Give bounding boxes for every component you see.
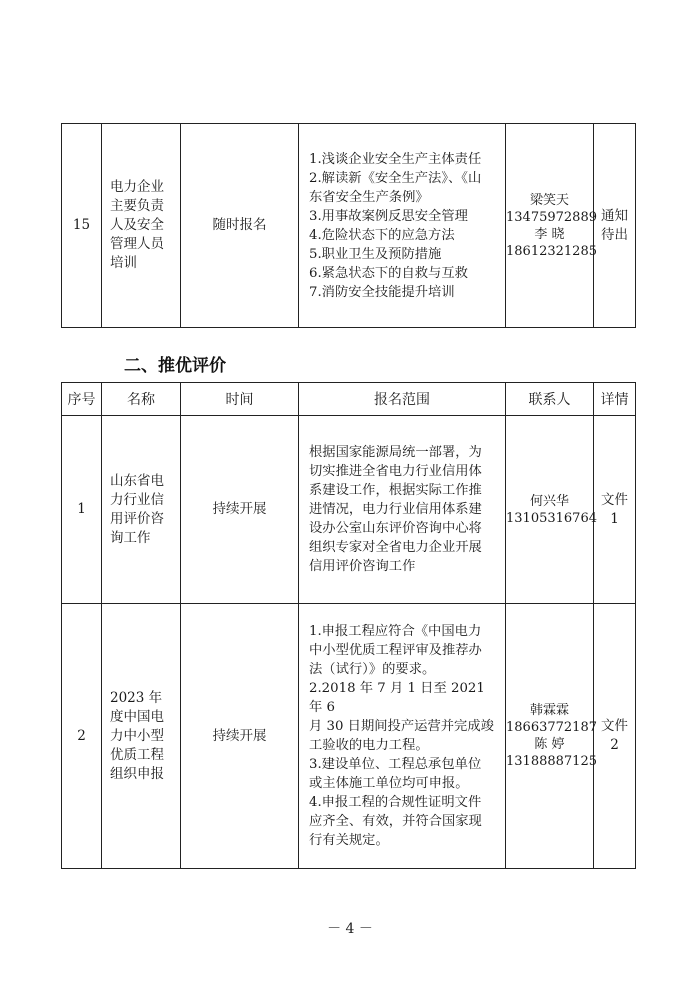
item-scope: 1.申报工程应符合《中国电力 中小型优质工程评审及推荐办 法（试行）》的要求。 2.2018 年 7 月 1 日至 2021 年 6 月 30 日期间投产运营并完成竣 工验收的电力工程。 3.建设单位、工程总承包单位 或主体施工单位均可申报。 4.申报工程的合规性证明文件 应齐全、有效，并符合国家现 行有关规定。	[299, 604, 506, 869]
table-header-row	[62, 383, 636, 416]
row-number: 2	[62, 604, 102, 869]
evaluation-table	[61, 382, 636, 869]
row-number: 1	[62, 416, 102, 604]
item-detail: 文件 1	[594, 416, 636, 604]
header-scope: 报名范围	[299, 383, 506, 416]
item-contact: 韩霖霖 18663772187 陈 婷 13188887125	[506, 604, 594, 869]
page-number: － 4 －	[327, 921, 373, 937]
header-contact: 联系人	[506, 383, 594, 416]
training-scope: 1.浅谈企业安全生产主体责任 2.解读新《安全生产法》、《山 东省安全生产条例》 3.用事故案例反思安全管理 4.危险状态下的应急方法 5.职业卫生及预防措施 6.紧急状态下的自救与互救 7.消防安全技能提升培训	[299, 124, 506, 328]
table-row	[62, 124, 636, 328]
item-name: 2023 年度中国电力中小型优质工程组织申报	[102, 604, 181, 869]
item-time: 持续开展	[181, 604, 299, 869]
item-scope: 根据国家能源局统一部署，为 切实推进全省电力行业信用体 系建设工作，根据实际工作推 进情况，电力行业信用体系建 设办公室山东评价咨询中心将 组织专家对全省电力企业开展 信用评价咨询工作	[299, 416, 506, 604]
training-name: 电力企业主要负责人及安全管理人员培训	[102, 124, 181, 328]
training-contact: 梁笑天 13475972889 李 晓 18612321285	[506, 124, 594, 328]
header-no: 序号	[62, 383, 102, 416]
section-title: 二、推优评价	[124, 356, 226, 376]
item-time: 持续开展	[181, 416, 299, 604]
training-time: 随时报名	[181, 124, 299, 328]
training-table	[61, 123, 636, 328]
header-time: 时间	[181, 383, 299, 416]
row-number: 15	[62, 124, 102, 328]
item-detail: 文件 2	[594, 604, 636, 869]
training-detail: 通知 待出	[594, 124, 636, 328]
header-name: 名称	[102, 383, 181, 416]
table-row	[62, 416, 636, 604]
item-name: 山东省电力行业信用评价咨询工作	[102, 416, 181, 604]
item-contact: 何兴华 13105316764	[506, 416, 594, 604]
table-row	[62, 604, 636, 869]
header-detail: 详情	[594, 383, 636, 416]
